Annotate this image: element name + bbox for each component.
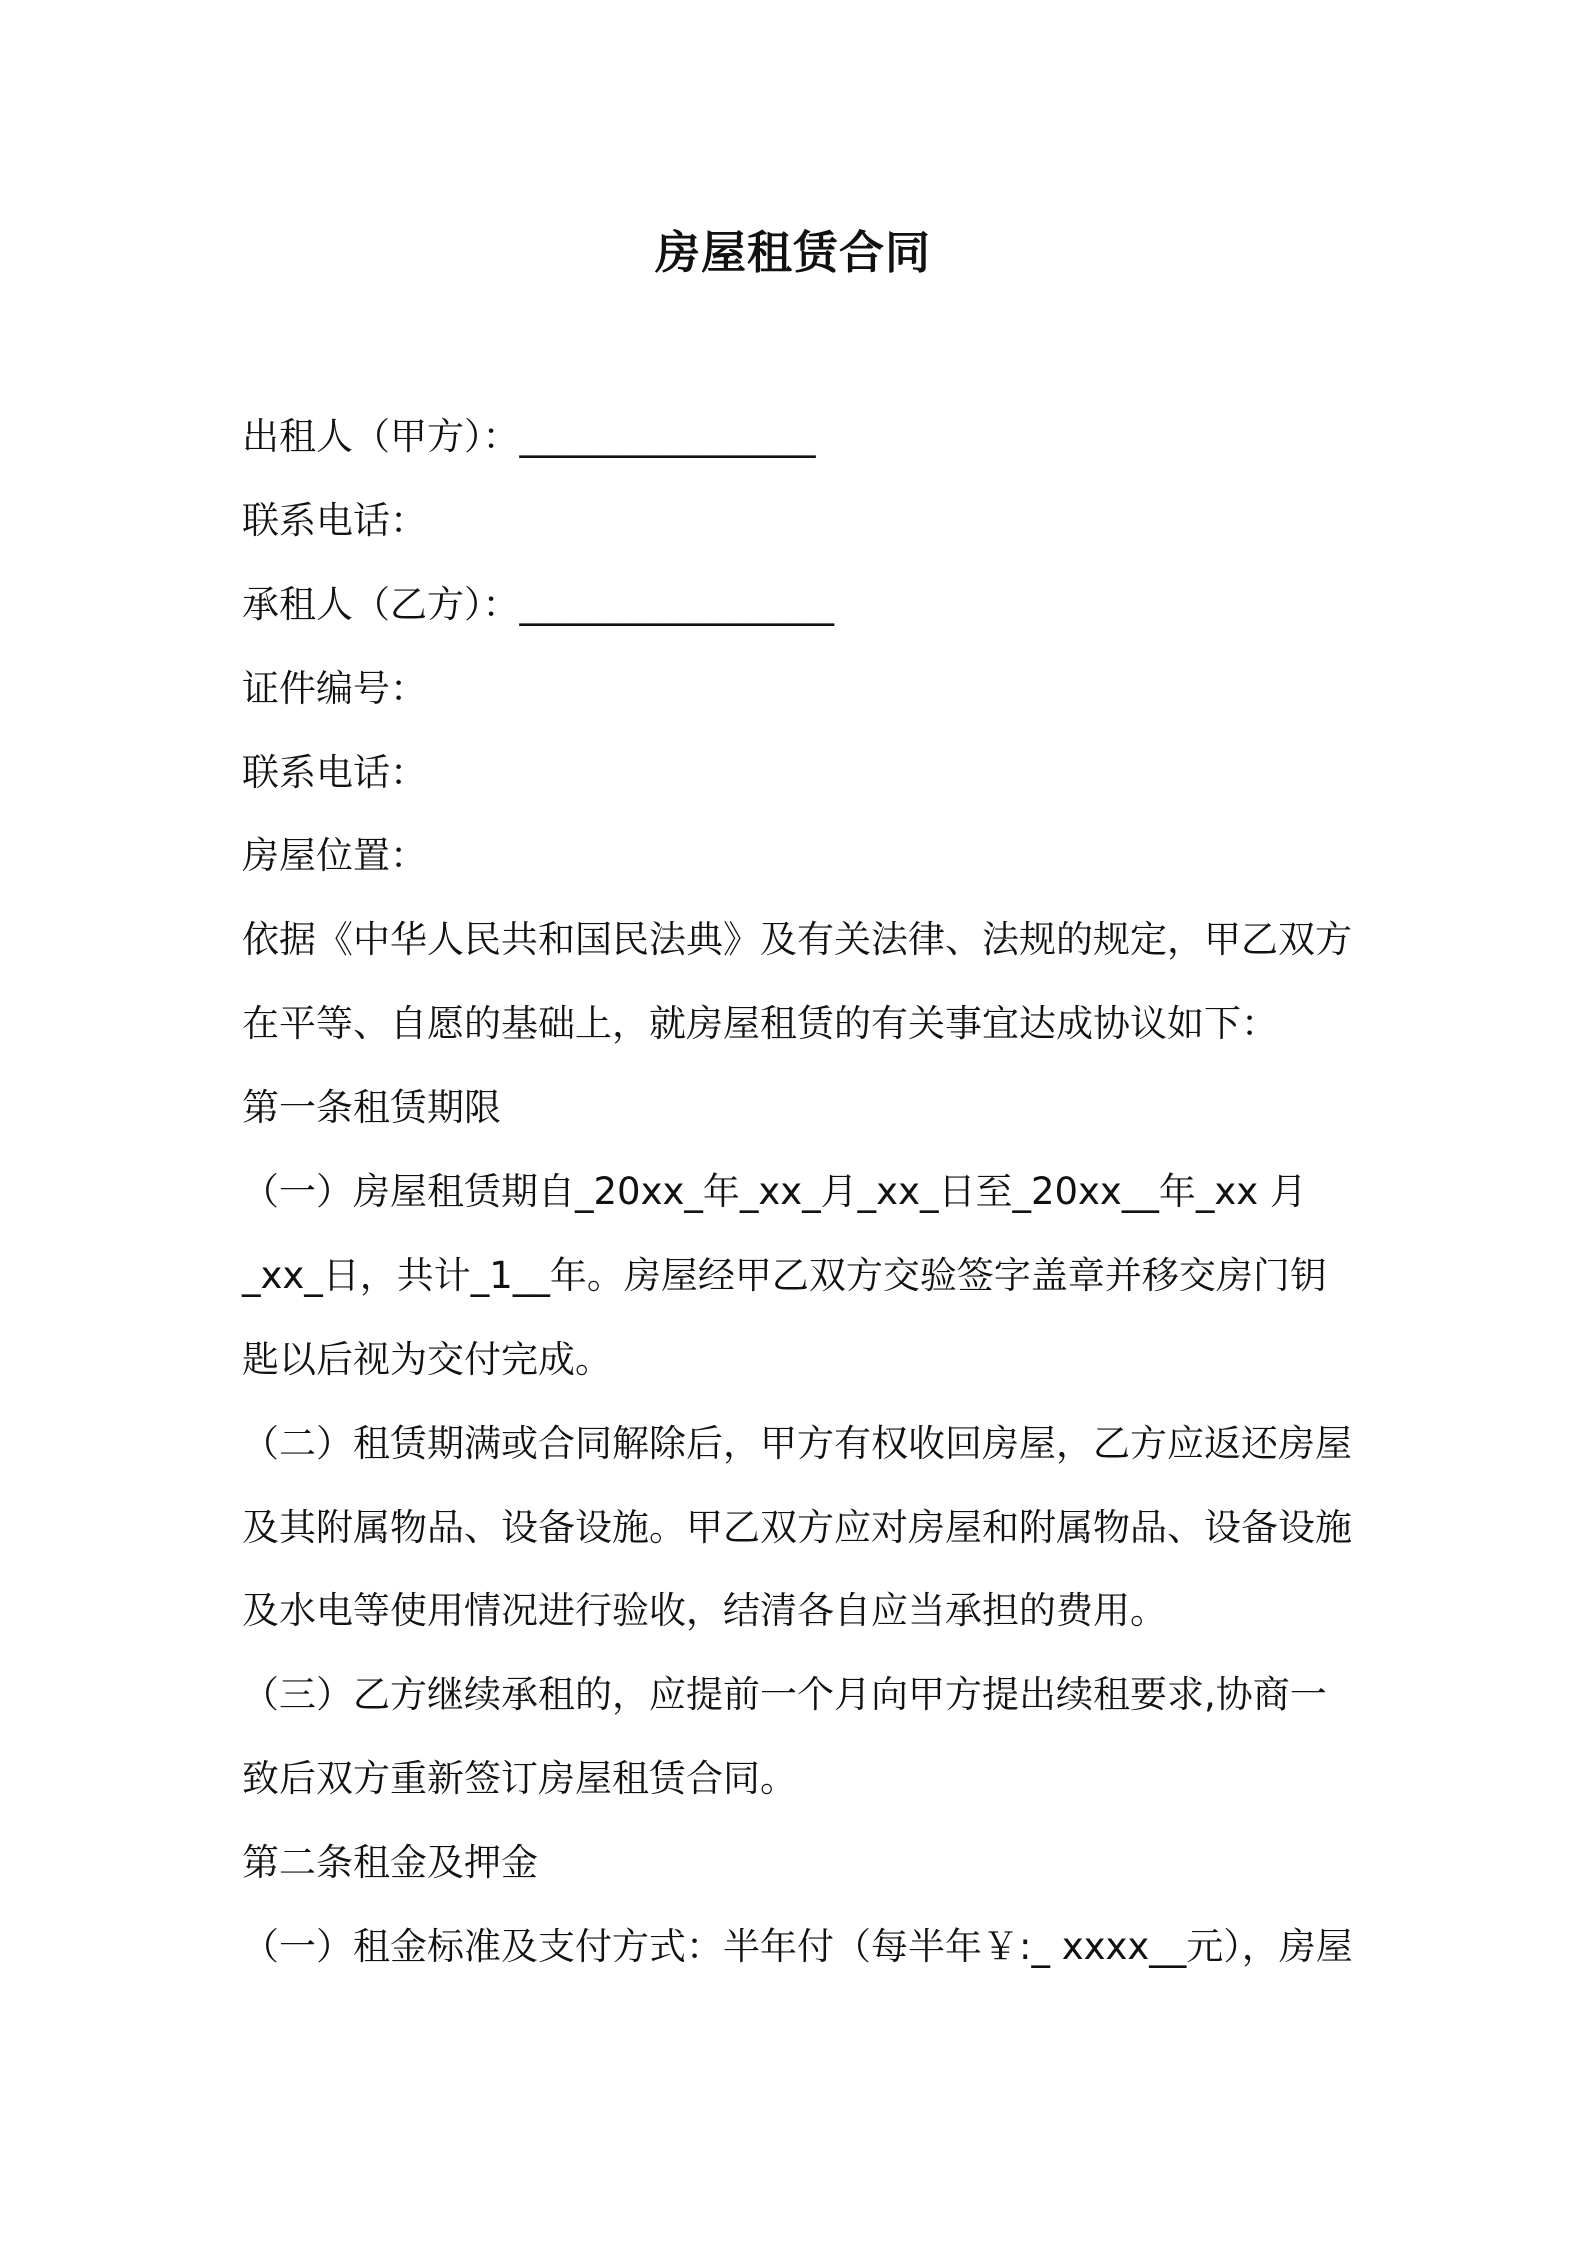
article-1-clause-line: （二）租赁期满或合同解除后，甲方有权收回房屋，乙方应返还房屋: [242, 1421, 1352, 1465]
article-1-clause-line: 致后双方重新签订房屋租赁合同。: [242, 1757, 797, 1801]
article-1-clause-line: 匙以后视为交付完成。: [242, 1337, 612, 1381]
article-1-clause-line: （三）乙方继续承租的，应提前一个月向甲方提出续租要求,协商一: [242, 1673, 1327, 1717]
article-2-heading: 第二条租金及押金: [242, 1841, 538, 1885]
article-1-clause-line: （一）房屋租赁期自_20xx_年_xx_月_xx_日至_20xx__年_xx 月: [242, 1170, 1307, 1214]
contract-body: [242, 395, 1372, 1989]
house-location-field: 房屋位置：: [242, 834, 427, 878]
article-1-clause-line: 及水电等使用情况进行验收，结清各自应当承担的费用。: [242, 1589, 1167, 1633]
id-number-field: 证件编号：: [242, 666, 427, 710]
article-1-heading: 第一条租赁期限: [242, 1086, 501, 1130]
lessee-field: 承租人（乙方）：_________________: [242, 582, 834, 626]
article-2-clause-line: （一）租金标准及支付方式：半年付（每半年￥:_ xxxx__元），房屋: [242, 1925, 1353, 1969]
article-1-clause-line: 及其附属物品、设备设施。甲乙双方应对房屋和附属物品、设备设施: [242, 1505, 1352, 1549]
document-title: 房屋租赁合同: [654, 226, 931, 279]
lessor-field: 出租人（甲方）：________________: [242, 415, 816, 458]
lessor-phone-field: 联系电话：: [242, 498, 427, 542]
preamble-line: 依据《中华人民共和国民法典》及有关法律、法规的规定，甲乙双方: [242, 918, 1352, 962]
article-1-clause-line: _xx_日，共计_1__年。房屋经甲乙双方交验签字盖章并移交房门钥: [242, 1253, 1327, 1297]
preamble-line: 在平等、自愿的基础上，就房屋租赁的有关事宜达成协议如下：: [242, 1002, 1278, 1046]
lessee-phone-field: 联系电话：: [242, 750, 427, 794]
